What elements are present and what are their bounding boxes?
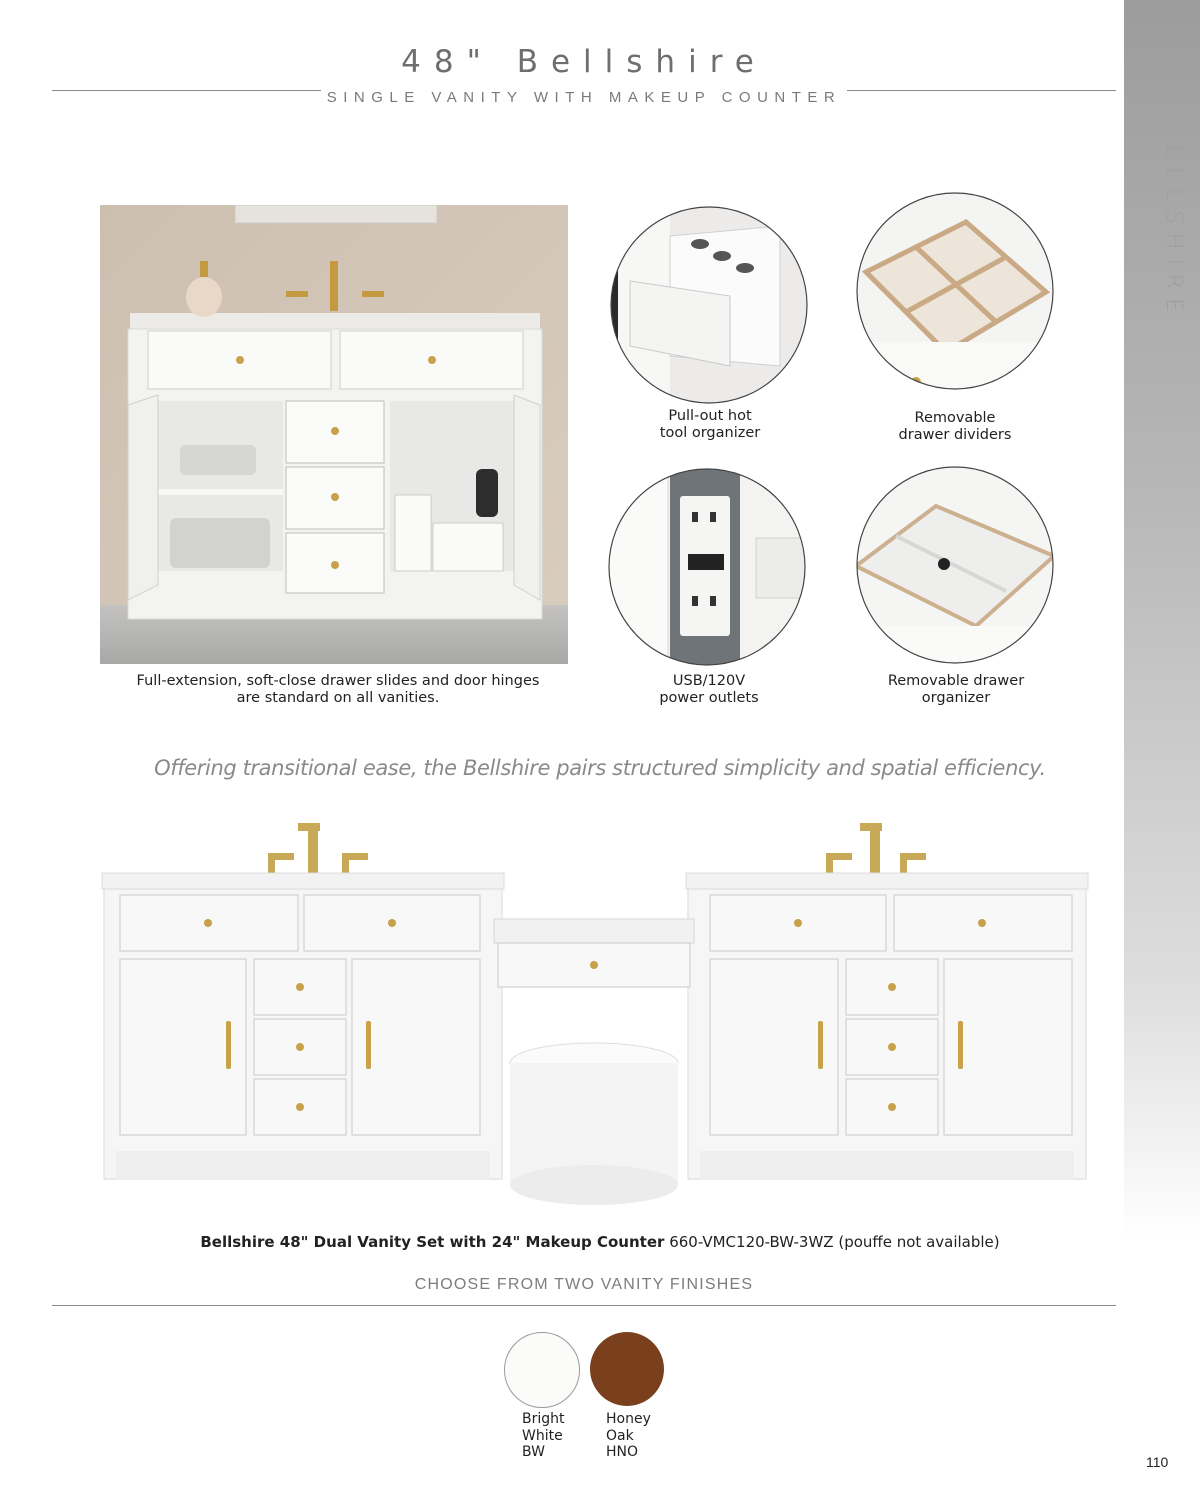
- finish-swatch-bright-white[interactable]: [504, 1332, 580, 1408]
- drawer-organizer-photo: [856, 466, 1054, 664]
- feature-caption-3-line1: USB/120V: [672, 673, 746, 689]
- feature-caption-1-line2: tool organizer: [659, 425, 761, 441]
- page-subtitle-text: SINGLE VANITY WITH MAKEUP COUNTER: [321, 89, 848, 106]
- finish-code: HNO: [606, 1444, 639, 1460]
- finish-label-honey-oak: [606, 1411, 651, 1461]
- tagline: Offering transitional ease, the Bellshire pairs structured simplicity and spatial efficiency.: [154, 756, 1046, 780]
- finish-swatch-honey-oak[interactable]: [590, 1332, 664, 1406]
- feature-caption-2: [856, 410, 1054, 444]
- drawer-dividers-photo: [856, 192, 1054, 390]
- finish-name-2: Oak: [606, 1427, 634, 1444]
- finish-name-1: Bright: [522, 1411, 565, 1427]
- feature-caption-2-line2: drawer dividers: [898, 427, 1012, 443]
- power-outlets-photo: [608, 468, 806, 666]
- feature-caption-1: [610, 408, 810, 442]
- page-subtitle: [52, 89, 1116, 106]
- feature-caption-4-line1: Removable drawer: [887, 673, 1025, 689]
- vanity-open-photo: [100, 205, 568, 664]
- finish-name-2: White: [522, 1427, 563, 1444]
- product-caption: [52, 1233, 1148, 1251]
- finish-name-1: Honey: [606, 1411, 651, 1427]
- feature-caption-2-line1: Removable: [914, 410, 996, 426]
- feature-caption-4-line2: organizer: [921, 690, 991, 706]
- hero-caption: [100, 673, 576, 707]
- feature-caption-1-line1: Pull-out hot: [668, 408, 752, 424]
- hero-caption-line1: Full-extension, soft-close drawer slides and door hinges: [136, 673, 540, 689]
- dual-vanity-set-photo: [98, 815, 1094, 1215]
- pullout-organizer-photo: [610, 206, 808, 404]
- finish-label-bright-white: [522, 1411, 565, 1461]
- hero-caption-line2: are standard on all vanities.: [236, 690, 440, 706]
- finishes-rule: [52, 1305, 1116, 1306]
- product-name: Bellshire 48" Dual Vanity Set with 24" Makeup Counter: [200, 1233, 665, 1251]
- page-number: 110: [1146, 1454, 1169, 1470]
- feature-caption-3-line2: power outlets: [659, 690, 759, 706]
- finish-code: BW: [522, 1444, 545, 1460]
- page-title: 48" Bellshire: [401, 44, 767, 80]
- finishes-heading: CHOOSE FROM TWO VANITY FINISHES: [414, 1276, 754, 1293]
- feature-caption-4: [856, 673, 1056, 707]
- sidebar-label: 48" BELLSHIRE: [1161, 40, 1186, 322]
- product-sku: 660-VMC120-BW-3WZ (pouffe not available): [669, 1233, 1000, 1251]
- feature-caption-3: [608, 673, 810, 707]
